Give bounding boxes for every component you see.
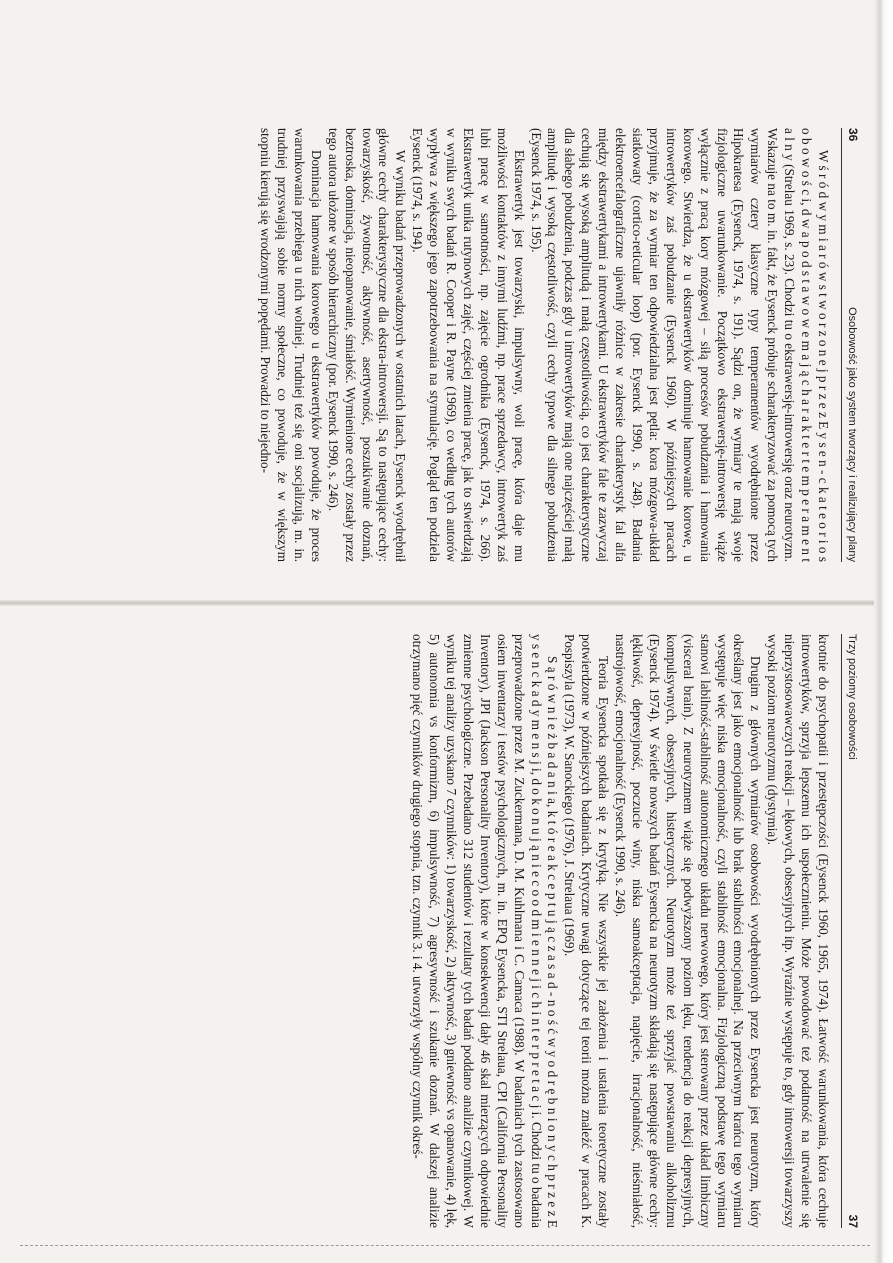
paragraph: Ekstrawertyk jest towarzyski, impulsywny, woli pracę, która daje mu możliwości kontaktów z innymi ludźmi, np. prace sprzedawcy, introwertyk zaś lubi pracę w samotności, np. zajęcie ogrodnika (Eysenck, 1974, s. 266). Ekstrawertyk unika rutynowych zajęć, częściej zmienia pracę, jak to stwierdzają w wyniku swych badań R. Cooper i R. Payne (1969), co według tych autorów wypływa z większego jego zapotrzebowania na stymulację. Pogląd ten podziela Eysenck (1974, s. 194). xyxy=(410,128,527,562)
paragraph: S ą r ó w n i e ż b a d a n i a, k t ó r e a k c e p t u j ą c z a s a d - n o ś ć w y o d r ę b n i o n y c h p r z e z E y s e n c k a d y m e n s j i, d o k o n u j ą n i e c o o d m i e n n e j i c h i n t e r p r e t a c j i. Chodzi tu o badania przeprowadzone przez M. Zuckermana, D. M. Kuhlmana i C. Camaca (1988). W badaniach tych zastosowano osiem inwentarzy i testów psychologicznych, m. in. EPQ Eysencka, STI Strelaua, CPI (California Personality Inventory), JPI (Jackson Personality Inventory), które w konsekwencji dały 46 skal mierzących odpowiednie zmienne psychologiczne. Przebadano 312 studentów i rezultaty tych badań poddano analizie czynnikowej. W wyniku tej analizy uzyskano 7 czynników: 1) towarzyskość, 2) aktywność, 3) gniewność vs opanowanie, 4) lęk, 5) autonomia vs konformizm, 6) impulsywność, 7) agresywność i szukanie doznań. W dalszej analizie otrzymano pięć czynników drugiego stopnia, tzn. czynnik 3. i 4. utworzyły wspólny czynnik okreś- xyxy=(410,634,561,1228)
paragraph: Dominacja hamowania korowego u ekstrawertyków powoduje, że proces warunkowania przebiega u nich wolniej. Trudniej też się oni socjalizują, m. in. trudniej przyswajają sobie normy społeczne, co powoduje, że w większym stopniu kierują się wrodzonymi popędami. Prowadzi to niejedno- xyxy=(258,128,324,562)
page-number: 37 xyxy=(846,1214,860,1228)
page-body xyxy=(256,128,831,562)
book-spine-shadow xyxy=(0,600,874,606)
paragraph: Drugim z głównych wymiarów osobowości wyodrębnionych przez Eysencka jest neurotyzm, który określany jest jako emocjonalność lub brak stabilności emocjonalnej. Na przeciwnym krańcu tego wymiaru występuje więc niska emocjonalność, czyli stabilność emocjonalna. Fizjologiczną podstawę tego wymiaru stanowi labilność-stabilność autonomicznego układu nerwowego, który jest sterowany przez układ limbiczny (visceral brain). Z neurotyzmem wiąże się podwyższony poziom lęku, tendencja do reakcji depresyjnych, kompulsywnych, obsesyjnych, histerycznych. Neurotyzm może też sprzyjać powstawaniu alkoholizmu (Eysenck 1974). W świetle nowszych badań Eysencka na neurotyzm składają się następujące główne cechy: lękliwość, depresyjność, poczucie winy, niska samoakceptacja, napięcie, irracjonalność, nieśmiałość, nastrojowość, emocjonalność (Eysenck 1990, s. 246). xyxy=(613,634,764,1228)
paragraph: krotnie do psychopatii i przestępczości (Eysenck 1960, 1965, 1974). Łatwość warunkowania, która cechuje introwertyków, sprzyja lepszemu ich uspołecznieniu. Może powodować też podatność na utrwalenie się nieprzystosowawczych reakcji – lękowych, obsesyjnych itp. Wyraźnie występuje to, gdy introwersji towarzyszy wysoki poziom neurotyzmu (dystymia). xyxy=(765,634,831,1228)
page-number: 36 xyxy=(846,128,860,142)
paragraph: W ś r ó d w y m i a r ó w s t w o r z o n e j p r z e z E y s e n - c k a t e o r i o s o b o w o ś c i, d w a p o d s t a w o w e m a j ą c h a r a k t e r t e m p e r a m e n t a l n y (Strelau 1969, s. 23). Chodzi tu o ekstrawersję-introwersję oraz neurotyzm. Wskazuje na to m. in. fakt, że Eysenck próbuje scharakteryzować za pomocą tych wymiarów cztery klasyczne typy temperamentów wyodrębnione przez Hipokratesa (Eysenck, 1974, s. 191). Sądzi on, że wymiary te mają swoje fizjologiczne uwarunkowanie. Początkowo ekstrawersję-introwersję wiąże wyłącznie z pracą kory mózgowej – siłą procesów pobudzania i hamowania korowego. Stwierdza, że u ekstrawertyków dominuje hamowanie korowe, u introwertyków zaś pobudzanie (Eysenck 1960). W późniejszych pracach przyjmuje, że za wymiar ten odpowiedzialna jest pętla: kora mózgowa-układ siatkowaty (cortico-reticular loop) (por. Eysenck 1990, s. 248). Badania elektroencefalograficzne ujawniły różnice w zakresie charakterystyk fal alfa między ekstrawertykami a introwertykami. U ekstrawertyków fale te zazwyczaj cechują się wysoką amplitudą i małą częstotliwością, co jest charakterystyczne dla słabego pobudzenia, podczas gdy u introwertyków mają one najczęściej małą amplitudę i wysoką częstotliwość, czyli cechy typowe dla silnego pobudzenia (Eysenck 1974, s. 195). xyxy=(528,128,831,562)
page-36 xyxy=(114,110,874,580)
page-37 xyxy=(114,616,874,1246)
running-title: Trzy poziomy osobowości xyxy=(846,634,858,760)
page-body xyxy=(408,634,831,1228)
paragraph: Teoria Eysencka spotkała się z krytyką. Nie wszystkie jej założenia i ustalenia teoretyczne zostały potwierdzone w późniejszych badaniach. Krytyczne uwagi dotyczące tej teorii można znaleźć w pracach K. Pospiszyla (1973), W. Sanockiego (1976), J. Strelaua (1969). xyxy=(562,634,612,1228)
scan-edge xyxy=(874,0,893,1263)
running-header xyxy=(841,634,860,1228)
running-title: Osobowość jako system tworzący i realizujący plany xyxy=(846,307,858,562)
paragraph: W wyniku badań przeprowadzonych w ostatnich latach, Eysenck wyodrębnił główne cechy charakterystyczne dla ekstra-introwersji. Są to następujące cechy: towarzyskość, żywotność, aktywność, asertywność, poszukiwanie doznań, beztroska, dominacja, nieopanowanie, śmiałość. Wymienione cechy zostały przez tego autora ułożone w sposób hierarchiczny (por. Eysenck 1990, s. 246). xyxy=(325,128,409,562)
running-header xyxy=(841,128,860,562)
